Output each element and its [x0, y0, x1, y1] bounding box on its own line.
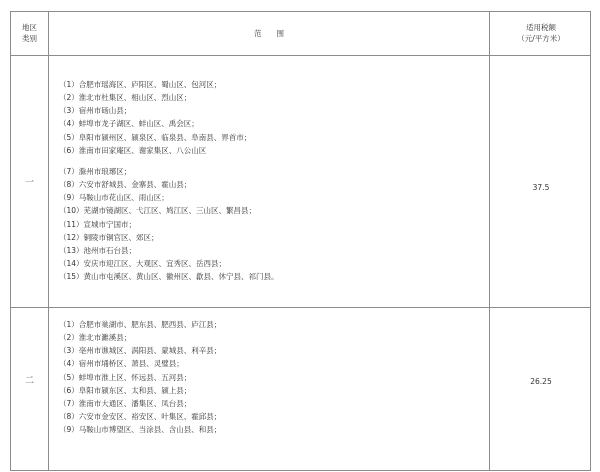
list-item: （7）滁州市琅琊区； — [59, 166, 132, 176]
list-item: （6）阜阳市颍东区、太和县、颍上县； — [59, 385, 192, 395]
list-item: （14）安庆市迎江区、大观区、宜秀区、岳西县； — [59, 259, 227, 269]
list-item: （8）六安市金安区、裕安区、叶集区、霍邱县； — [59, 412, 222, 422]
table-header — [11, 12, 590, 56]
rate-value: 26.25 — [530, 377, 552, 386]
list-item: （9）马鞍山市博望区、当涂县、含山县、和县； — [59, 425, 222, 435]
list-item: （5）阜阳市颍州区、颍泉区、临泉县、阜南县、界首市； — [59, 132, 252, 142]
list-item: （2）淮北市杜集区、相山区、烈山区； — [59, 93, 192, 103]
list-item: （10）芜湖市镜湖区、弋江区、鸠江区、三山区、繁昌县； — [59, 206, 257, 216]
header-category — [11, 22, 48, 44]
category-label: 一 — [24, 178, 34, 188]
table-row — [11, 308, 590, 472]
list-item: （2）淮北市濉溪县； — [59, 333, 132, 343]
list-item: （7）淮南市大通区、潘集区、凤台县； — [59, 398, 192, 408]
list-item: （13）池州市石台县； — [59, 245, 137, 255]
list-item: （12）铜陵市铜官区、郊区； — [59, 232, 159, 242]
list-item: （9）马鞍山市花山区、雨山区； — [59, 193, 169, 203]
list-item: （3）亳州市谯城区、涡阳县、蒙城县、利辛县； — [59, 346, 222, 356]
list-item: （8）六安市舒城县、金寨县、霍山县； — [59, 180, 192, 190]
header-category-line1: 地区 — [22, 23, 37, 32]
list-item: （1）合肥市瑶海区、庐阳区、蜀山区、包河区； — [59, 80, 222, 89]
list-item: （5）蚌埠市淮上区、怀远县、五河县； — [59, 372, 192, 382]
list-item: （3）宿州市砀山县； — [59, 106, 132, 116]
scope-list — [59, 318, 221, 436]
list-item: （11）宣城市宁国市； — [59, 219, 137, 229]
header-category-line2: 类别 — [22, 34, 37, 43]
table-row — [11, 56, 590, 308]
category-label: 二 — [24, 376, 34, 386]
list-item: （6）淮南市田家庵区、谢家集区、八公山区 — [59, 145, 207, 155]
list-item: （4）宿州市埇桥区、萧县、灵璧县； — [59, 359, 184, 369]
land-tax-table — [10, 11, 591, 471]
list-item: （15）黄山市屯溪区、黄山区、徽州区、歙县、休宁县、祁门县。 — [59, 272, 279, 282]
header-scope: 范 围 — [254, 29, 284, 38]
rate-value: 37.5 — [532, 183, 550, 192]
header-rate-line2: （元/平方米） — [517, 34, 565, 43]
scope-list — [59, 78, 279, 283]
list-spacer — [59, 157, 279, 165]
list-item: （1）合肥市巢湖市、肥东县、肥西县、庐江县； — [59, 320, 222, 329]
header-rate-line1: 适用税额 — [526, 23, 556, 32]
header-rate — [490, 22, 592, 44]
list-item: （4）蚌埠市龙子湖区、蚌山区、禹会区； — [59, 119, 199, 129]
